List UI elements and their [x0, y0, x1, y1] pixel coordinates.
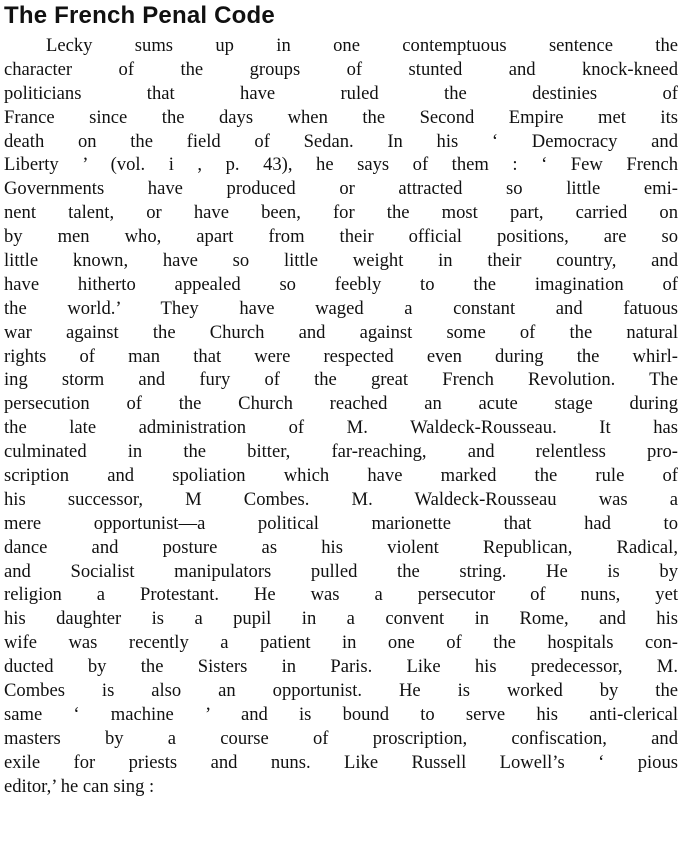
body-line: politicians that have ruled the destinies of: [4, 82, 678, 104]
body-line: wife was recently a patient in one of the hospitals con-: [4, 632, 678, 654]
body-line: rights of man that were respected even during the whirl-: [4, 345, 678, 367]
body-line: character of the groups of stunted and knock-kneed: [4, 58, 678, 80]
body-line: exile for priests and nuns. Like Russell Lowell’s ‘ pious: [4, 751, 678, 773]
body-line: ducted by the Sisters in Paris. Like his predecessor, M.: [4, 656, 678, 678]
body-line: little known, have so little weight in their country, and: [4, 250, 678, 272]
body-line: Liberty ’ (vol. i , p. 43), he says of them : ‘ Few French: [4, 154, 678, 176]
body-line: the late administration of M. Waldeck-Rousseau. It has: [4, 417, 678, 439]
body-line: nent talent, or have been, for the most part, carried on: [4, 202, 678, 224]
body-line: death on the field of Sedan. In his ‘ Democracy and: [4, 130, 678, 152]
body-line: ing storm and fury of the great French Revolution. The: [4, 369, 678, 391]
body-line: editor,’ he can sing :: [4, 775, 155, 797]
body-line: the world.’ They have waged a constant and fatuous: [4, 297, 678, 319]
body-line: persecution of the Church reached an acute stage during: [4, 393, 678, 415]
article: [4, 0, 678, 799]
body-line: Lecky sums up in one contemptuous sentence the: [46, 35, 678, 56]
body-line: by men who, apart from their official positions, are so: [4, 226, 678, 248]
body-line: and Socialist manipulators pulled the string. He is by: [4, 560, 678, 582]
body-line: his daughter is a pupil in a convent in Rome, and his: [4, 608, 678, 630]
body-line: war against the Church and against some of the natural: [4, 321, 678, 343]
body-line: mere opportunist—a political marionette that had to: [4, 512, 678, 534]
article-body: [4, 34, 678, 799]
body-line: scription and spoliation which have marked the rule of: [4, 465, 678, 487]
body-line: masters by a course of proscription, confiscation, and: [4, 727, 678, 749]
body-line: Combes is also an opportunist. He is worked by the: [4, 680, 678, 702]
body-line: France since the days when the Second Empire met its: [4, 106, 678, 128]
article-title: The French Penal Code: [4, 2, 275, 29]
body-line: have hitherto appealed so feebly to the imagination of: [4, 273, 678, 295]
body-line: dance and posture as his violent Republican, Radical,: [4, 536, 678, 558]
body-line: his successor, M Combes. M. Waldeck-Rousseau was a: [4, 488, 678, 510]
body-line: same ‘ machine ’ and is bound to serve his anti-clerical: [4, 703, 678, 725]
body-line: religion a Protestant. He was a persecutor of nuns, yet: [4, 584, 678, 606]
body-line: Governments have produced or attracted so little emi-: [4, 178, 678, 200]
body-line: culminated in the bitter, far-reaching, and relentless pro-: [4, 441, 678, 463]
